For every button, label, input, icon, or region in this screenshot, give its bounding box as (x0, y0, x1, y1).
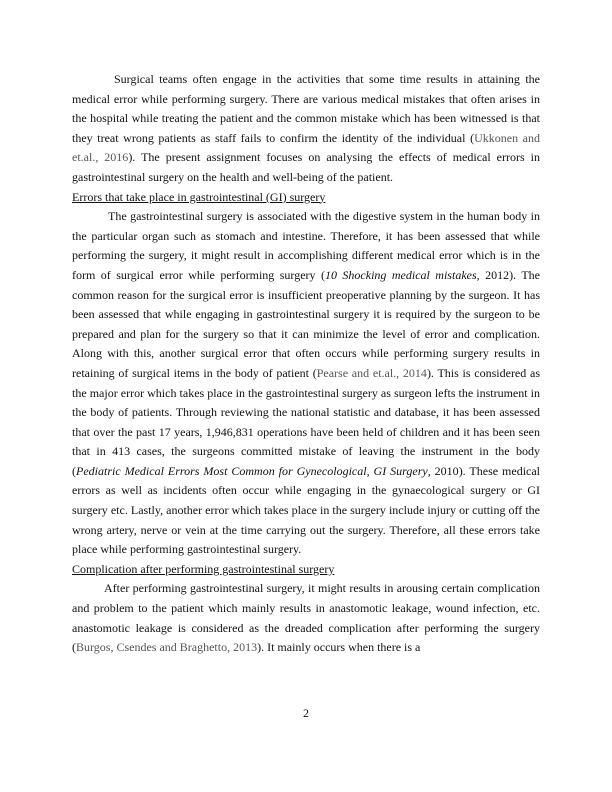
reference-title: Pediatric Medical Errors Most Common for Gynecological, GI Surgery (76, 463, 428, 478)
intro-text-end: ). The present assignment focuses on analysing the effects of medical errors in gastrointestinal surgery on the health and well-being of the patient. (72, 150, 540, 184)
errors-text: The gastrointestinal surgery is associated with the digestive system in the human body in the particular organ such as stomach and intestine. Therefore, it has been assessed that while performing the surgery, it might result in accomplishing different medical error which is in the form of surgical error while performing surgery ( (72, 209, 540, 282)
errors-text-4: ). These medical errors as well as incidents often occur while engaging in the gynaecological surgery or GI surgery etc. Lastly, another error which takes place in the surgery include injury or cutting off the wrong artery, nerve or vein at the time carrying out the surgery. Therefore, all these errors take place while performing gastrointestinal surgery. (72, 463, 541, 557)
section-heading-errors: Errors that take place in gastrointestinal (GI) surgery (72, 189, 326, 204)
errors-text-2: ). The common reason for the surgical error is insufficient preoperative planning by the surgeon. It has been assessed that while engaging in gastrointestinal surgery it is required by the surgeon to be prepared and plan for the surgery so that it can minimize the level of error and complication. Along with this, another surgical error that often occurs while performing surgery results in retaining of surgical items in the body of patient ( (72, 267, 540, 380)
intro-text: Surgical teams often engage in the activities that some time results in attaining the medical error while performing surgery. There are various medical mistakes that often arises in the hospital while treating the patient and the common mistake which has been witnessed is that they treat wrong patients as staff fails to confirm the identity of the individual ( (72, 72, 540, 145)
section-heading-complication: Complication after performing gastrointestinal surgery (72, 561, 335, 576)
citation: Burgos, Csendes and Braghetto, 2013 (76, 640, 258, 655)
reference-title: 10 Shocking medical mistakes (324, 267, 477, 282)
document-page (72, 70, 540, 658)
complication-text: After performing gastrointestinal surgery, it might results in arousing certain complication and problem to the patient which mainly results in anastomotic leakage, wound infection, etc. anastomotic leakage is considered as the dreaded complication after performing the surgery ( (72, 581, 540, 655)
page-number: 2 (303, 706, 309, 720)
reference-year: , 2012 (476, 267, 510, 282)
complication-text-end: ). It mainly occurs when there is a (257, 640, 421, 655)
citation: Pearse and et.al., 2014 (316, 365, 427, 380)
errors-paragraph (72, 207, 540, 560)
intro-paragraph (72, 70, 540, 188)
reference-year: , 2010 (427, 463, 459, 478)
complication-paragraph (72, 579, 540, 657)
errors-text-3: ). This is considered as the major error which takes place in the gastrointestinal surgery as surgeon lefts the instrument in the body of patients. Through reviewing the national statistic and database, it has been assessed that over the past 17 years, 1,946,831 operations have been held of children and it has been seen that in 413 cases, the surgeons committed mistake of leaving the instrument in the body ( (72, 365, 540, 478)
citation: Ukkonen and et.al., 2016 (72, 130, 540, 165)
